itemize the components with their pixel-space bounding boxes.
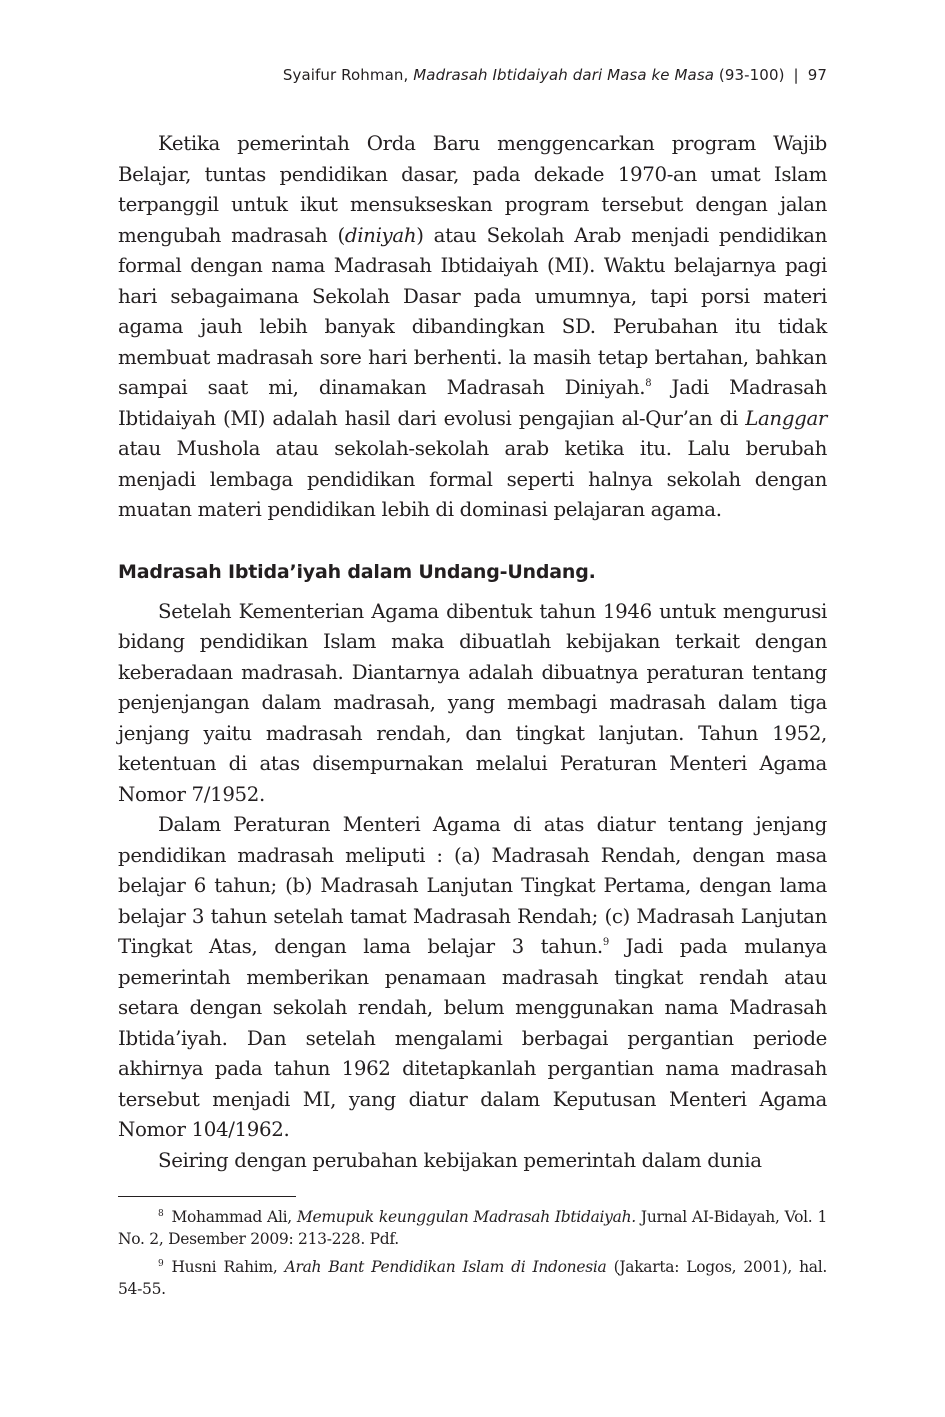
paragraph-text: ) atau Sekolah Arab menjadi pendidikan formal dengan nama Madrasah Ibtidaiyah (MI). Waktu belajarnya pagi hari sebagaimana Sekolah Dasar pada umumnya, tapi porsi materi agama jauh lebih banyak dibandingkan SD. Perubahan itu tidak membuat madrasah sore hari berhenti. la masih tetap bertahan, bahkan sampai saat mi, dinamakan Madrasah Diniyah. — [118, 223, 828, 399]
main-text — [118, 129, 827, 1176]
section-heading: Madrasah Ibtida’iyah dalam Undang-Undang. — [118, 560, 596, 583]
paragraph-4: Seiring dengan perubahan kebijakan pemerintah dalam dunia — [158, 1148, 762, 1172]
paragraph-text: Jadi pada mulanya pemerintah memberikan penamaan madrasah tingkat rendah atau setara dengan sekolah rendah, belum menggunakan nama Madrasah Ibtida’iyah. Dan setelah mengalami berbagai pergantian periode akhirnya pada tahun 1962 ditetapkanlah pergantian nama madrasah tersebut menjadi MI, yang diatur dalam Keputusan Menteri Agama Nomor 104/1962. — [118, 935, 828, 1141]
footnote-ref: 8 — [645, 378, 652, 389]
paragraph-text: Jadi Madrasah Ibtidaiyah (MI) adalah hasil dari evolusi pengajian al-Qur’an di — [118, 376, 827, 430]
running-header — [118, 66, 827, 84]
header-title: Madrasah Ibtidaiyah dari Masa ke Masa — [413, 66, 715, 84]
paragraph-text: Dalam Peraturan Menteri Agama di atas diatur tentang jenjang pendidikan madrasah meliputi : (a) Madrasah Rendah, dengan masa belajar 6 tahun; (b) Madrasah Lanjutan Tingkat Pertama, dengan lama belajar 3 tahun setelah tamat Madrasah Rendah; (c) Madrasah Lanjutan Tingkat Atas, dengan lama belajar 3 tahun. — [118, 813, 827, 958]
footnote-rule — [118, 1196, 296, 1197]
footnote-title: Memupuk keunggulan Madrasah Ibtidaiyah. — [296, 1208, 636, 1226]
italic-term: diniyah — [344, 223, 417, 247]
footnote-text: Husni Rahim, — [171, 1258, 285, 1276]
footnotes — [118, 1206, 827, 1306]
footnote-text: (Jakarta: Logos, 2001), hal. 54-55. — [118, 1258, 827, 1298]
footnote-text: Mohammad Ali, — [171, 1208, 297, 1226]
footnote-text: Jurnal AI-Bidayah, Vol. 1 No. 2, Desember 2009: 213-228. Pdf. — [118, 1208, 828, 1248]
paragraph-text: Ketika pemerintah Orda Baru menggencarkan program Wajib Belajar, tuntas pendidikan dasar, pada dekade 1970-an umat Islam terpanggil untuk ikut mensukseskan program tersebut dengan jalan mengubah madrasah ( — [118, 132, 827, 247]
footnote-number: 8 — [158, 1209, 164, 1219]
paragraph-text: atau Mushola atau sekolah-sekolah arab ketika itu. Lalu berubah menjadi lembaga pendidikan formal seperti halnya sekolah dengan muatan materi pendidikan lebih di dominasi pelajaran agama. — [118, 437, 827, 521]
paragraph-2: Setelah Kementerian Agama dibentuk tahun 1946 untuk mengurusi bidang pendidikan Islam maka dibuatlah kebijakan terkait dengan keberadaan madrasah. Diantarnya adalah dibuatnya peraturan tentang penjenjangan dalam madrasah, yang membagi madrasah dalam tiga jenjang yaitu madrasah rendah, dan tingkat lanjutan. Tahun 1952, ketentuan di atas disempurnakan melalui Peraturan Menteri Agama Nomor 7/1952. — [118, 599, 827, 806]
paragraph-3 — [118, 810, 827, 1146]
header-pages: (93-100) — [718, 66, 785, 84]
footnote-9 — [118, 1256, 827, 1300]
paragraph-1 — [118, 129, 827, 526]
footnote-number: 9 — [158, 1259, 164, 1269]
italic-term: Langgar — [745, 406, 827, 430]
footnote-ref: 9 — [602, 937, 609, 948]
footnote-title: Arah Bant Pendidikan Islam di Indonesia — [284, 1258, 607, 1276]
footnote-8 — [118, 1206, 827, 1250]
header-separator: | — [793, 66, 799, 84]
header-author: Syaifur Rohman, — [282, 66, 409, 84]
page-number: 97 — [807, 66, 827, 84]
